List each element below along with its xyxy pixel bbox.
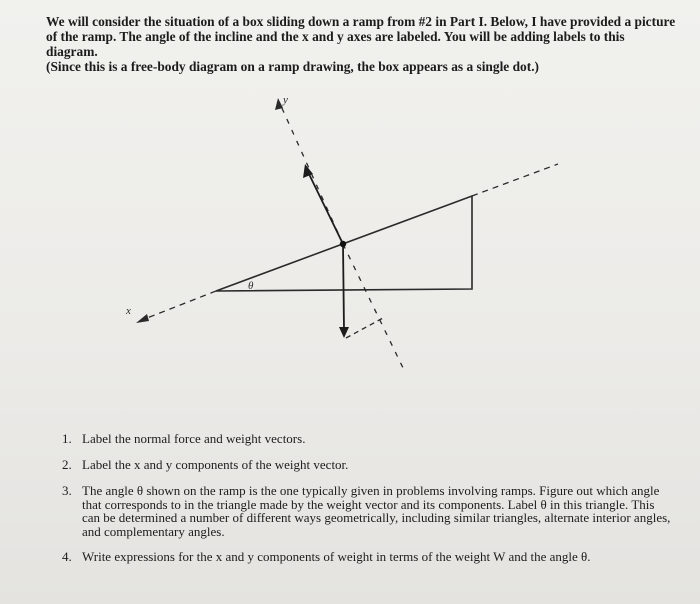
question-text: Label the x and y components of the weight vector. (82, 457, 349, 472)
x-axis-dashed-upper (472, 164, 558, 196)
question-list (62, 432, 672, 576)
y-axis-label: y (283, 94, 288, 106)
question-text: Label the normal force and weight vectors. (82, 431, 306, 446)
intro-line-2: of the ramp. The angle of the incline and the x and y axes are labeled. You will be adding labels to this diagram. (46, 29, 625, 59)
weight-vector (343, 244, 344, 330)
question-number: 1. (62, 431, 72, 446)
question-text: The angle θ shown on the ramp is the one typically given in problems involving ramps. Figure out which angle that corresponds to in the triangle made by the weight vector and its components. Label θ in this triangle. This can be determined a number of different ways geometrically, including similar triangles, alternate interior angles, and complementary angles. (82, 483, 671, 539)
x-axis-arrowhead (136, 314, 149, 323)
box-dot (340, 241, 346, 247)
question-item (62, 550, 672, 564)
question-number: 3. (62, 483, 72, 498)
normal-force-vector (308, 172, 343, 244)
question-item (62, 432, 672, 446)
x-axis-label: x (126, 305, 131, 317)
intro-line-1: We will consider the situation of a box sliding down a ramp from #2 in Part I. Below, I have provided a picture (46, 14, 676, 29)
intro-line-3: (Since this is a free-body diagram on a ramp drawing, the box appears as a single dot.) (46, 59, 539, 74)
weight-component-dashed (346, 318, 383, 338)
question-item (62, 458, 672, 472)
question-number: 2. (62, 457, 72, 472)
question-number: 4. (62, 549, 72, 564)
y-axis-dashed-lower (343, 244, 405, 372)
x-axis-dashed-lower (142, 291, 216, 320)
question-text: Write expressions for the x and y components of weight in terms of the weight W and the angle θ. (82, 549, 591, 564)
y-axis-arrowhead (275, 98, 283, 110)
theta-label: θ (248, 280, 254, 292)
question-item (62, 484, 672, 538)
weight-arrowhead (339, 327, 349, 338)
